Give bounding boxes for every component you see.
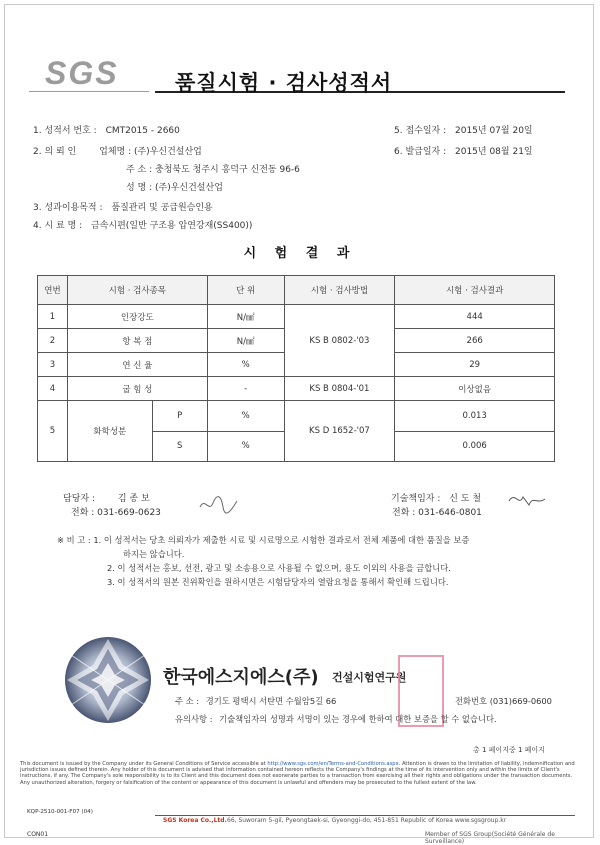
purpose-label: 3. 성과이용목적 : — [33, 203, 103, 213]
chem-element-s: S — [177, 441, 183, 452]
tech-signature — [505, 489, 549, 511]
results-title: 시 험 결 과 — [243, 246, 357, 261]
sample-value: 금속시편(일반 구조용 압연강재(SS400)) — [91, 221, 253, 231]
institute-name: 건설시험연구원 — [332, 671, 407, 684]
row-result: 444 — [395, 305, 555, 329]
purpose-value: 품질관리 및 공급원승인용 — [111, 203, 213, 213]
document-page — [4, 4, 594, 845]
report-number-label: 1. 성적서 번호 : — [33, 126, 97, 136]
row-unit: % — [207, 353, 284, 377]
address-label: 주 소 : — [175, 696, 200, 706]
header-result: 시험 · 검사결과 — [395, 276, 555, 305]
crystal-emblem — [63, 635, 153, 725]
row-no: 1 — [38, 305, 68, 329]
tech-role: 기술책임자 : — [391, 494, 441, 504]
footer-rule — [155, 815, 575, 816]
header-method: 시험 · 검사방법 — [284, 276, 395, 305]
row-no: 3 — [38, 353, 68, 377]
terms-link[interactable]: http://www.sgs.com/en/Terms-and-Conditions.aspx — [267, 761, 399, 767]
staff-signature — [197, 493, 241, 515]
report-number-value: CMT2015 - 2660 — [105, 126, 180, 136]
row-no: 4 — [38, 377, 68, 401]
row-no: 2 — [38, 329, 68, 353]
chem-item-label: 화학성분 — [68, 401, 153, 461]
client-address: 주 소 : 충청북도 청주시 흥덕구 신전동 96-6 — [126, 165, 300, 175]
sgs-logo — [45, 55, 143, 95]
tech-sign-row — [391, 491, 481, 504]
row-item: 항 복 점 — [67, 329, 207, 353]
client-label: 2. 의 뢰 인 — [33, 147, 77, 157]
disclaimer-text — [20, 761, 580, 786]
table-row — [38, 305, 555, 329]
client-name: 성 명 : (주)우신건설산업 — [126, 183, 223, 193]
sample-label: 4. 시 료 명 : — [33, 221, 83, 231]
receipt-date-value: 2015년 07월 20일 — [455, 126, 533, 136]
header-no: 연번 — [38, 276, 68, 305]
issue-date-label: 6. 발급일자 : — [394, 147, 447, 157]
row-no: 5 — [38, 401, 68, 462]
issue-date-value: 2015년 08월 21일 — [455, 147, 533, 157]
row-method: KS B 0804-'01 — [284, 377, 395, 401]
table-row — [38, 401, 555, 432]
address-value: 경기도 평택시 서탄면 수월암5길 66 — [205, 696, 337, 706]
form-code: KQP-2510-001-F07 (04) — [27, 809, 93, 815]
tech-phone: 전화 : 031-646-0801 — [392, 508, 482, 518]
row-unit: % — [207, 401, 284, 432]
header-item: 시험 · 검사종목 — [67, 276, 207, 305]
issue-date-row — [394, 144, 533, 157]
row-result: 0.006 — [395, 431, 555, 462]
disclaimer-part-2: . Attention is drawn to the limitation of liability, indemnification and jurisdiction issues defined therein. Any holder of this document is advised that information contained hereon reflects the Company's findings at the time of its intervention only and within the limits of Client's instructions, if any. The Company's sole responsibility is to its Client and this document does not exonerate parties to a transaction from exercising all their rights and obligations under the transaction documents. Any unauthorized alteration, forgery or falsification of the content or appearance of this document is unlawful and offenders may be prosecuted to the fullest extent of the law. — [20, 761, 575, 786]
note-line: 하지는 않습니다. — [123, 549, 185, 559]
receipt-date-row — [394, 123, 533, 136]
staff-name: 김 종 보 — [117, 494, 150, 504]
footer-member: Member of SGS Group(Société Générale de Surveillance) — [425, 831, 555, 845]
client-company: 업체명 : (주)우신건설산업 — [99, 147, 202, 157]
row-item-chem — [67, 401, 207, 462]
row-unit: % — [207, 431, 284, 462]
note-line: 3. 이 성적서의 원본 진위확인을 원하시면은 시험담당자의 열람요청을 통해서 확인해 드립니다. — [107, 577, 449, 587]
row-method: KS D 1652-'07 — [284, 401, 395, 462]
staff-role: 담당자 : — [63, 494, 95, 504]
header-unit: 단 위 — [207, 276, 284, 305]
address-row — [175, 695, 336, 707]
info-row-4 — [33, 218, 252, 231]
staff-sign-row — [63, 491, 150, 504]
receipt-date-label: 5. 접수일자 : — [394, 126, 447, 136]
caution-label: 유의사항 : — [175, 714, 213, 724]
row-result: 29 — [395, 353, 555, 377]
row-item: 연 신 율 — [67, 353, 207, 377]
row-unit: N/㎟ — [207, 305, 284, 329]
footer-address: 66, Suworam 5-gil, Pyeongtaek-si, Gyeonggi-do, 451-851 Republic of Korea www.sgsgroup.kr — [227, 817, 507, 824]
footer-company: SGS Korea Co.,Ltd. — [163, 817, 227, 824]
row-unit: N/㎟ — [207, 329, 284, 353]
notes-label: ※ 비 고 : — [57, 535, 91, 545]
row-unit: - — [207, 377, 284, 401]
notes-block — [57, 533, 469, 589]
row-result: 이상없음 — [395, 377, 555, 401]
info-row-3 — [33, 200, 213, 213]
row-result: 266 — [395, 329, 555, 353]
table-row — [38, 377, 555, 401]
staff-phone: 전화 : 031-669-0623 — [71, 508, 161, 518]
chem-element-p: P — [153, 401, 207, 432]
logo-underline — [29, 91, 149, 92]
results-table — [37, 275, 555, 462]
row-item: 인장강도 — [67, 305, 207, 329]
tech-name: 신 도 철 — [449, 494, 482, 504]
table-header-row — [38, 276, 555, 305]
row-method-shared: KS B 0802-'03 — [284, 305, 395, 377]
sgs-logo-text: SGS — [45, 55, 119, 91]
note-line: 1. 이 성적서는 당초 의뢰자가 제출한 시료 및 시료명으로 시험한 결과로서 전체 제품에 대한 품질을 보증 — [93, 535, 470, 545]
caution-value: 기술책임자의 성명과 서명이 있는 경우에 한하여 대한 보증을 할 수 없습니다. — [219, 714, 497, 724]
caution-row — [175, 713, 497, 725]
document-title: 품질시험 · 검사성적서 — [175, 71, 393, 95]
phone-number: 전화번호 (031)669-0600 — [455, 696, 552, 706]
disclaimer-part-1: This document is issued by the Company under its General Conditions of Service accessible at — [20, 761, 268, 767]
document-code: CON01 — [27, 831, 49, 838]
company-name: 한국에스지에스(주) — [163, 667, 319, 688]
row-item: 굽 힘 성 — [67, 377, 207, 401]
note-line: 2. 이 성적서는 홍보, 선전, 광고 및 소송용으로 사용될 수 없으며, 용도 이외의 사용을 금합니다. — [107, 563, 451, 573]
row-result: 0.013 — [395, 401, 555, 432]
page-count: 총 1 페이지중 1 페이지 — [473, 746, 545, 754]
info-row-2 — [33, 144, 202, 157]
info-row-1 — [33, 123, 180, 136]
